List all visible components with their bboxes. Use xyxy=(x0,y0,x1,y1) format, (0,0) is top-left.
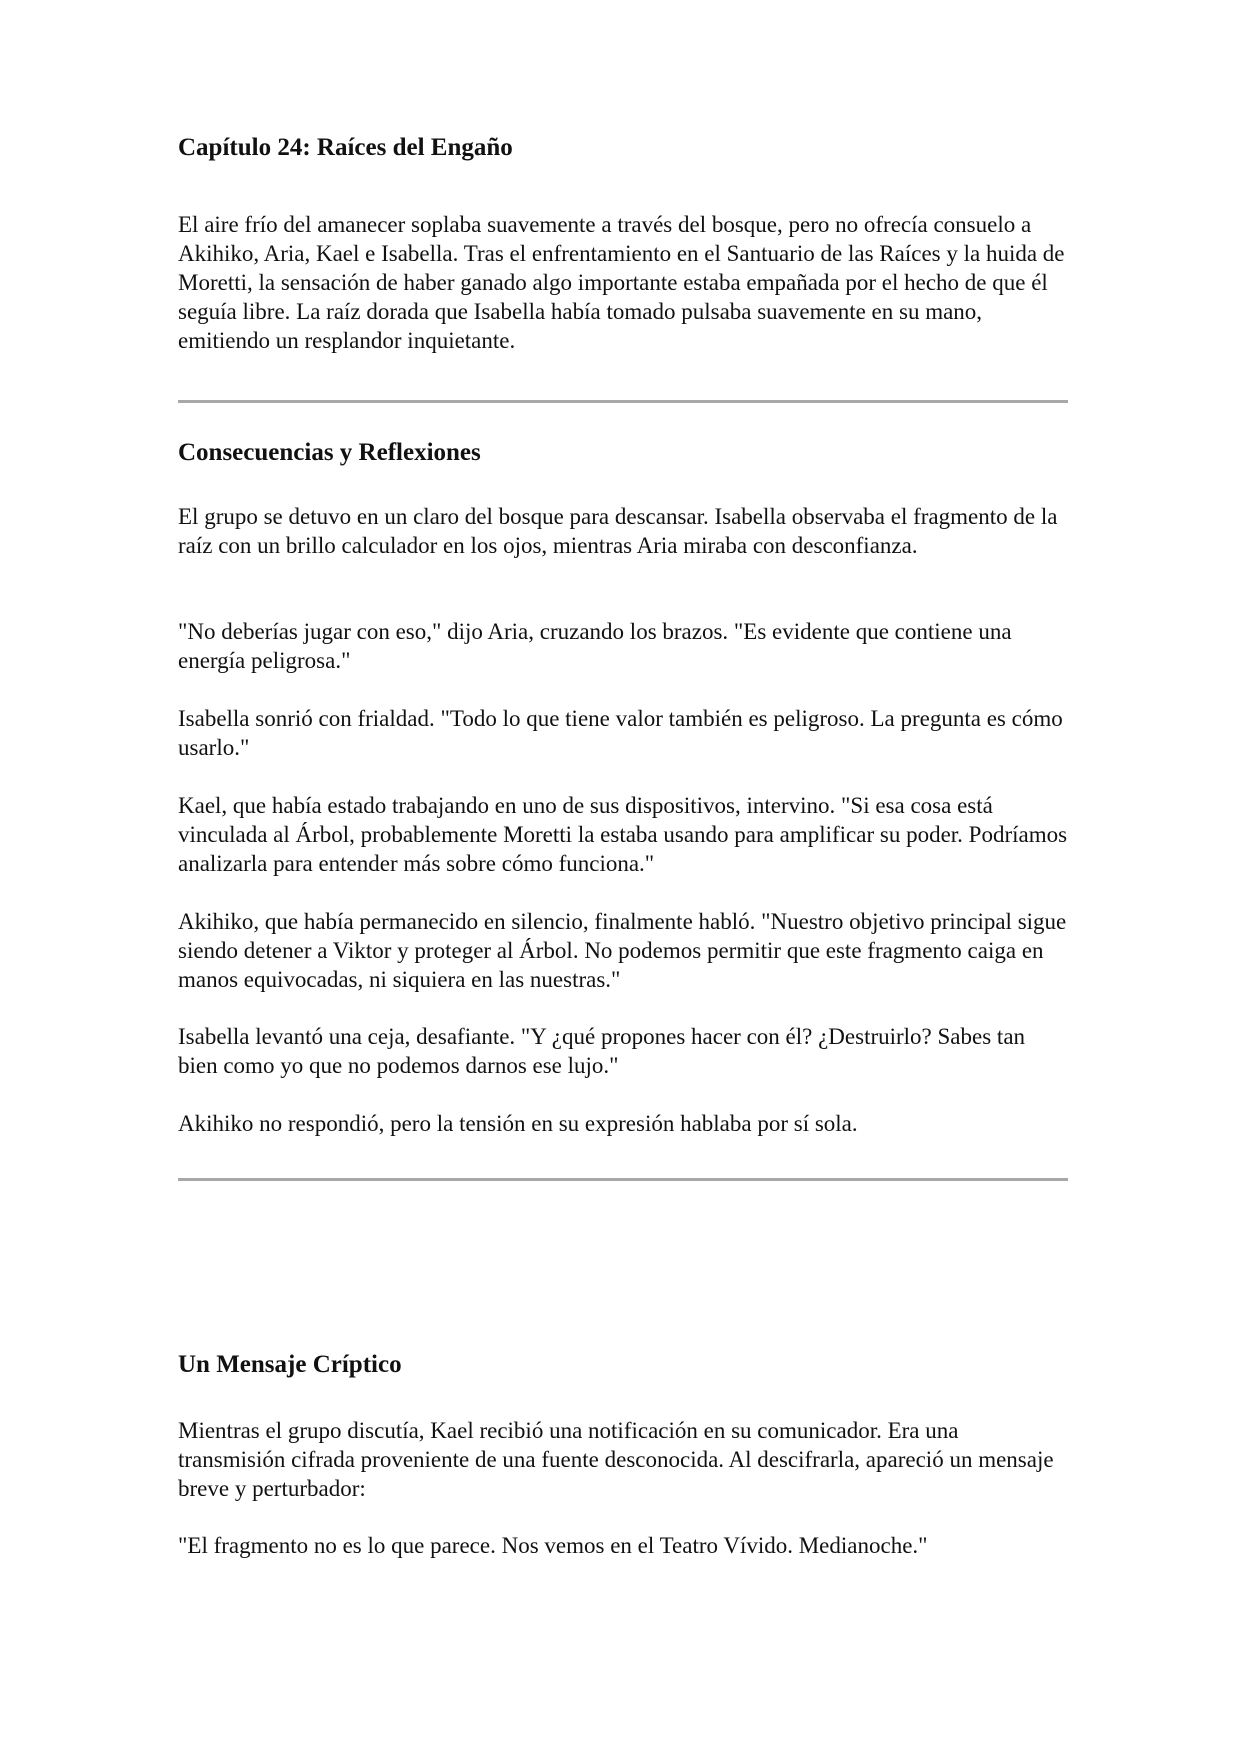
paragraph: Isabella levantó una ceja, desafiante. "Y ¿qué propones hacer con él? ¿Destruirlo? Sabes tan bien como yo que no podemos darnos ese lujo." xyxy=(178,1024,1026,1078)
section-heading: Consecuencias y Reflexiones xyxy=(178,439,481,466)
paragraph: Isabella sonrió con frialdad. "Todo lo que tiene valor también es peligroso. La pregunta es cómo usarlo." xyxy=(178,706,1063,760)
paragraph: Mientras el grupo discutía, Kael recibió una notificación en su comunicador. Era una transmisión cifrada proveniente de una fuente desconocida. Al descifrarla, apareció un mensaje breve y perturbador: xyxy=(178,1418,1054,1501)
paragraph: "No deberías jugar con eso," dijo Aria, cruzando los brazos. "Es evidente que contiene una energía peligrosa." xyxy=(178,619,1012,673)
paragraph: El aire frío del amanecer soplaba suavemente a través del bosque, pero no ofrecía consuelo a Akihiko, Aria, Kael e Isabella. Tras el enfrentamiento en el Santuario de las Raíces y la huida de Moretti, la sensación de haber ganado algo importante estaba empañada por el hecho de que él seguía libre. La raíz dorada que Isabella había tomado pulsaba suavemente en su mano, emitiendo un resplandor inquietante. xyxy=(178,212,1065,353)
chapter-title: Capítulo 24: Raíces del Engaño xyxy=(178,134,513,161)
section-divider xyxy=(178,400,1068,403)
paragraph: Kael, que había estado trabajando en uno de sus dispositivos, intervino. "Si esa cosa está vinculada al Árbol, probablemente Moretti la estaba usando para amplificar su poder. Podríamos analizarla para entender más sobre cómo funciona." xyxy=(178,793,1068,876)
paragraph: Akihiko, que había permanecido en silencio, finalmente habló. "Nuestro objetivo principal sigue siendo detener a Viktor y proteger al Árbol. No podemos permitir que este fragmento caiga en manos equivocadas, ni siquiera en las nuestras." xyxy=(178,909,1067,992)
paragraph: Akihiko no respondió, pero la tensión en su expresión hablaba por sí sola. xyxy=(178,1111,858,1136)
section-divider xyxy=(178,1178,1068,1181)
paragraph: El grupo se detuvo en un claro del bosque para descansar. Isabella observaba el fragmento de la raíz con un brillo calculador en los ojos, mientras Aria miraba con desconfianza. xyxy=(178,504,1058,558)
paragraph: "El fragmento no es lo que parece. Nos vemos en el Teatro Vívido. Medianoche." xyxy=(178,1533,928,1558)
section-heading: Un Mensaje Críptico xyxy=(178,1351,402,1378)
